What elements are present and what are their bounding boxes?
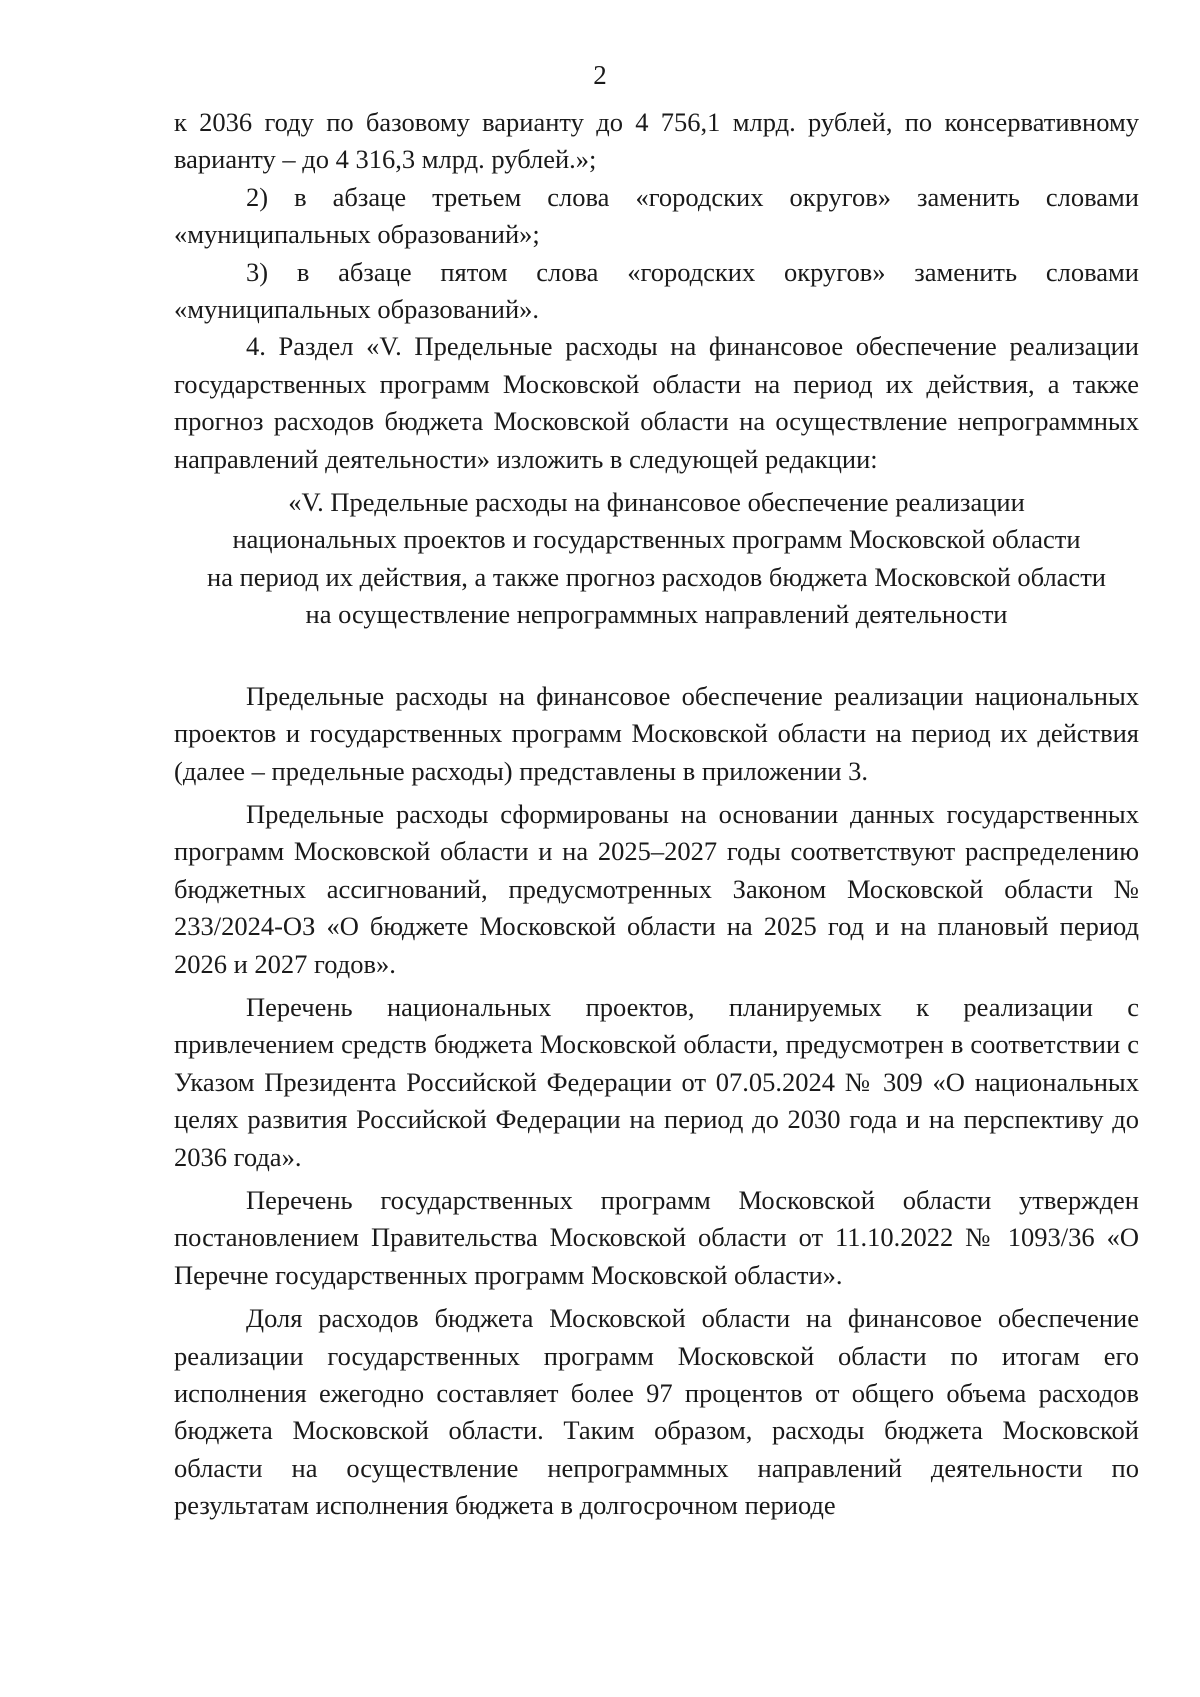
paragraph-continuation: к 2036 году по базовому варианту до 4 756,1 млрд. рублей, по консервативному варианту – до 4 316,3 млрд. рублей.»; xyxy=(174,107,1139,175)
paragraph-item-4: 4. Раздел «V. Предельные расходы на финансовое обеспечение реализации государственных программ Московской области на период их действия, а также прогноз расходов бюджета Московской области на осуществление непрограммных направлений деятельности» изложить в следующей редакции: xyxy=(174,331,1139,474)
paragraph-formation: Предельные расходы сформированы на основании данных государственных программ Московской области и на 2025–2027 годы соответствуют распределению бюджетных ассигнований, предусмотренных Законом Московской области № 233/2024-ОЗ «О бюджете Московской области на 2025 год и на плановый период 2026 и 2027 годов». xyxy=(174,798,1139,979)
page-number: 2 xyxy=(593,60,607,90)
paragraph-expense-share: Доля расходов бюджета Московской области на финансовое обеспечение реализации государственных программ Московской области по итогам его исполнения ежегодно составляет более 97 процентов от общего объема расходов бюджета Московской области. Таким образом, расходы бюджета Московской области на осуществление непрограммных направлений деятельности по результатам исполнения бюджета в долгосрочном периоде xyxy=(174,1303,1139,1521)
section-heading-line-3: на период их действия, а также прогноз расходов бюджета Московской области xyxy=(207,561,1106,592)
section-heading xyxy=(174,484,1139,634)
section-heading-line xyxy=(174,484,1139,634)
paragraph-item-3: 3) в абзаце пятом слова «городских округов» заменить словами «муниципальных образований». xyxy=(174,256,1139,325)
document-body xyxy=(174,104,1139,1525)
section-heading-line-2: национальных проектов и государственных программ Московской области xyxy=(232,524,1081,555)
section-heading-line-4: на осуществление непрограммных направлений деятельности xyxy=(305,599,1008,630)
section-heading-line-1: «V. Предельные расходы на финансовое обеспечение реализации xyxy=(288,487,1025,518)
paragraph-state-programs: Перечень государственных программ Московской области утвержден постановлением Правительства Московской области от 11.10.2022 № 1093/36 «О Перечне государственных программ Московской области». xyxy=(174,1184,1139,1290)
paragraph-national-projects: Перечень национальных проектов, планируемых к реализации с привлечением средств бюджета Московской области, предусмотрен в соответствии с Указом Президента Российской Федерации от 07.05.2024 № 309 «О национальных целях развития Российской Федерации на период до 2030 года и на перспективу до 2036 года». xyxy=(174,991,1139,1172)
paragraph-item-2: 2) в абзаце третьем слова «городских округов» заменить словами «муниципальных образований»; xyxy=(174,181,1139,250)
paragraph-limit-expenses: Предельные расходы на финансовое обеспечение реализации национальных проектов и государственных программ Московской области на период их действия (далее – предельные расходы) представлены в приложении 3. xyxy=(174,680,1139,786)
